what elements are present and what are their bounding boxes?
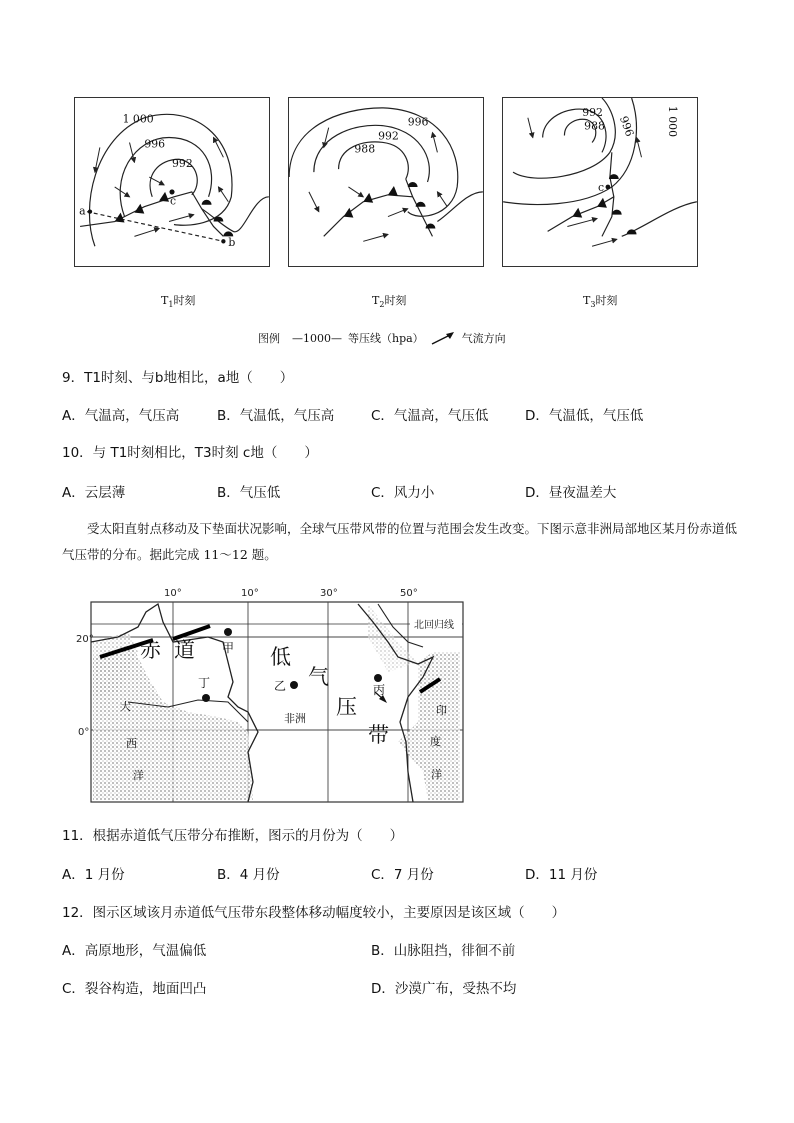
isobar-label: 996 — [616, 114, 637, 139]
isobar-label: 996 — [407, 115, 429, 129]
belt-char: 道 — [174, 638, 195, 662]
region-label: 西 — [126, 737, 137, 750]
question-9-stem: 9．T1时刻、与b地相比，a地（ ） — [62, 370, 294, 386]
caption-t3: $T_3$时刻 — [583, 294, 618, 310]
belt-char: 压 — [336, 695, 357, 719]
figure-legend — [258, 330, 506, 346]
q12-option-d: D．沙漠广布，受热不均 — [371, 981, 517, 997]
isobar-label: 992 — [378, 129, 399, 143]
question-11-stem: 11．根据赤道低气压带分布推断，图示的月份为（ ） — [62, 828, 404, 844]
q9-option-d: D．气温低，气压低 — [525, 408, 644, 424]
region-label: 洋 — [431, 768, 442, 781]
legend-isobar-label: 等压线（hpa） — [348, 332, 424, 345]
isobar-label: 988 — [584, 119, 605, 133]
isobar-label: 996 — [144, 137, 166, 151]
q9-option-b: B．气温低，气压高 — [217, 408, 335, 424]
q10-option-b: B．气压低 — [217, 485, 281, 501]
q11-option-a: A．1 月份 — [62, 867, 125, 883]
q11-option-c: C．7 月份 — [371, 867, 434, 883]
point-label-a: a — [79, 204, 86, 218]
isobar-label: 988 — [354, 142, 376, 156]
lat-label: 0° — [78, 727, 90, 738]
q10-option-d: D．昼夜温差大 — [525, 485, 617, 501]
africa-pressure-belt-map — [76, 582, 478, 806]
belt-char: 低 — [270, 645, 291, 669]
q12-option-a: A．高原地形，气温偏低 — [62, 943, 207, 959]
legend-prefix: 图例 — [258, 332, 280, 345]
place-yi: 乙 — [274, 679, 287, 693]
lon-label: 10° — [164, 588, 182, 599]
point-label-b: b — [228, 236, 236, 250]
place-ding: 丁 — [198, 676, 211, 690]
region-label: 度 — [430, 735, 441, 748]
q10-option-a: A．云层薄 — [62, 485, 126, 501]
isobar-label: 1 000 — [122, 112, 154, 126]
weather-map-t2 — [288, 97, 484, 267]
place-jia: 甲 — [222, 641, 235, 655]
region-label: 洋 — [133, 769, 144, 782]
belt-char: 赤 — [140, 638, 161, 662]
lon-label: 10° — [241, 588, 259, 599]
point-label-c: c — [598, 180, 605, 194]
point-label-c: c — [170, 194, 177, 208]
belt-char: 气 — [308, 665, 329, 689]
caption-t2: $T_2$时刻 — [372, 294, 407, 310]
isobar-label: 992 — [582, 105, 603, 119]
weather-map-t3 — [502, 97, 698, 267]
place-bing: 丙 — [373, 683, 386, 697]
question-10-stem: 10．与 T1时刻相比，T3时刻 c地（ ） — [62, 445, 318, 461]
belt-char: 带 — [368, 723, 389, 747]
tropic-label: 北回归线 — [414, 620, 454, 631]
q12-option-c: C．裂谷构造，地面凹凸 — [62, 981, 207, 997]
q10-option-c: C．风力小 — [371, 485, 435, 501]
lon-label: 50° — [400, 588, 418, 599]
region-label: 印 — [436, 704, 447, 717]
passage-text: 受太阳直射点移动及下垫面状况影响，全球气压带风带的位置与范围会发生改变。下图示意非洲局部地区某月份赤道低气压带的分布。据此完成 11～12 题。 — [62, 521, 738, 562]
isobar-label: 1 000 — [666, 105, 680, 137]
isobar-label: 992 — [172, 157, 193, 171]
region-label: 大 — [120, 700, 131, 713]
q11-option-b: B．4 月份 — [217, 867, 280, 883]
q9-option-c: C．气温高，气压低 — [371, 408, 489, 424]
lon-label: 30° — [320, 588, 338, 599]
legend-isobar-sample: —1000— — [292, 331, 342, 345]
lat-label: 20° — [76, 634, 94, 645]
arrow-icon — [430, 331, 456, 345]
legend-arrow-label: 气流方向 — [461, 332, 506, 345]
region-label: 非洲 — [284, 712, 306, 725]
q11-option-d: D．11 月份 — [525, 867, 598, 883]
q12-option-b: B．山脉阻挡，徘徊不前 — [371, 943, 516, 959]
q9-option-a: A．气温高，气压高 — [62, 408, 180, 424]
caption-t1: $T_1$时刻 — [161, 294, 196, 310]
question-12-stem: 12．图示区域该月赤道低气压带东段整体移动幅度较小，主要原因是该区域（ ） — [62, 905, 566, 921]
weather-map-t1 — [74, 97, 270, 267]
